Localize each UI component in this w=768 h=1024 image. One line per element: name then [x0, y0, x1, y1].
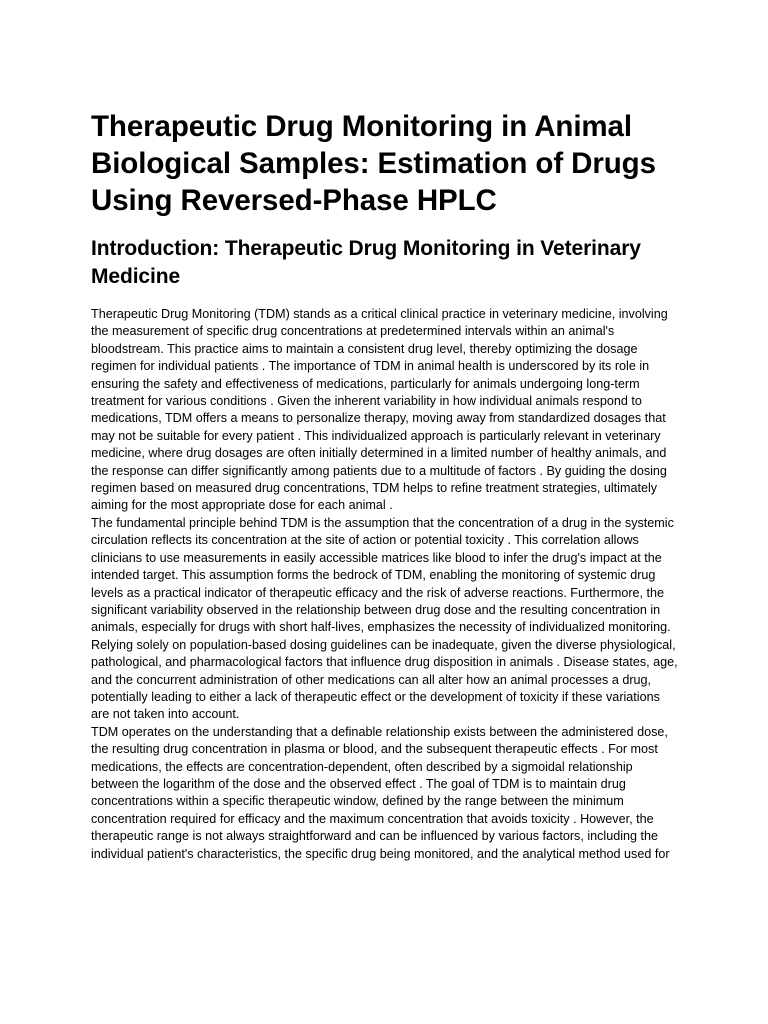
paragraph-3: TDM operates on the understanding that a definable relationship exists between the administered dose, the resulting drug concentration in plasma or blood, and the subsequent therapeutic effects . For most medications, the effects are concentration-dependent, often described by a sigmoidal relationship between the logarithm of the dose and the observed effect . The goal of TDM is to maintain drug concentrations within a specific therapeutic window, defined by the range between the minimum concentration required for efficacy and the maximum concentration that avoids toxicity . However, the therapeutic range is not always straightforward and can be influenced by various factors, including the individual patient's characteristics, the specific drug being monitored, and the analytical method used for: [91, 724, 670, 861]
document-page: [91, 108, 681, 863]
document-body: [91, 306, 681, 863]
paragraph-2: The fundamental principle behind TDM is the assumption that the concentration of a drug in the systemic circulation reflects its concentration at the site of action or potential toxicity . This correlation allows clinicians to use measurements in easily accessible matrices like blood to infer the drug's impact at the intended target. This assumption forms the bedrock of TDM, enabling the monitoring of systemic drug levels as a practical indicator of therapeutic efficacy and the risk of adverse reactions. Furthermore, the significant variability observed in the relationship between drug dose and the resulting concentration in animals, especially for drugs with short half-lives, emphasizes the necessity of individualized monitoring. Relying solely on population-based dosing guidelines can be inadequate, given the diverse physiological, pathological, and pharmacological factors that influence drug disposition in animals . Disease states, age, and the concurrent administration of other medications can all alter how an animal processes a drug, potentially leading to either a lack of therapeutic effect or the development of toxicity if these variations are not taken into account.: [91, 515, 678, 722]
paragraph-1: Therapeutic Drug Monitoring (TDM) stands as a critical clinical practice in veterinary medicine, involving the measurement of specific drug concentrations at predetermined intervals within an animal's bloodstream. This practice aims to maintain a consistent drug level, thereby optimizing the dosage regimen for individual patients . The importance of TDM in animal health is underscored by its role in ensuring the safety and effectiveness of medications, particularly for animals undergoing long-term treatment for various conditions . Given the inherent variability in how individual animals respond to medications, TDM offers a means to personalize therapy, moving away from standardized dosages that may not be suitable for every patient . This individualized approach is particularly relevant in veterinary medicine, where drug dosages are often initially determined in a limited number of healthy animals, and the response can differ significantly among patients due to a multitude of factors . By guiding the dosing regimen based on measured drug concentrations, TDM helps to refine treatment strategies, ultimately aiming for the most appropriate dose for each animal .: [91, 307, 668, 513]
section-heading: Introduction: Therapeutic Drug Monitoring in Veterinary Medicine: [91, 237, 641, 288]
document-title: Therapeutic Drug Monitoring in Animal Biological Samples: Estimation of Drugs Using Reversed-Phase HPLC: [91, 110, 656, 217]
